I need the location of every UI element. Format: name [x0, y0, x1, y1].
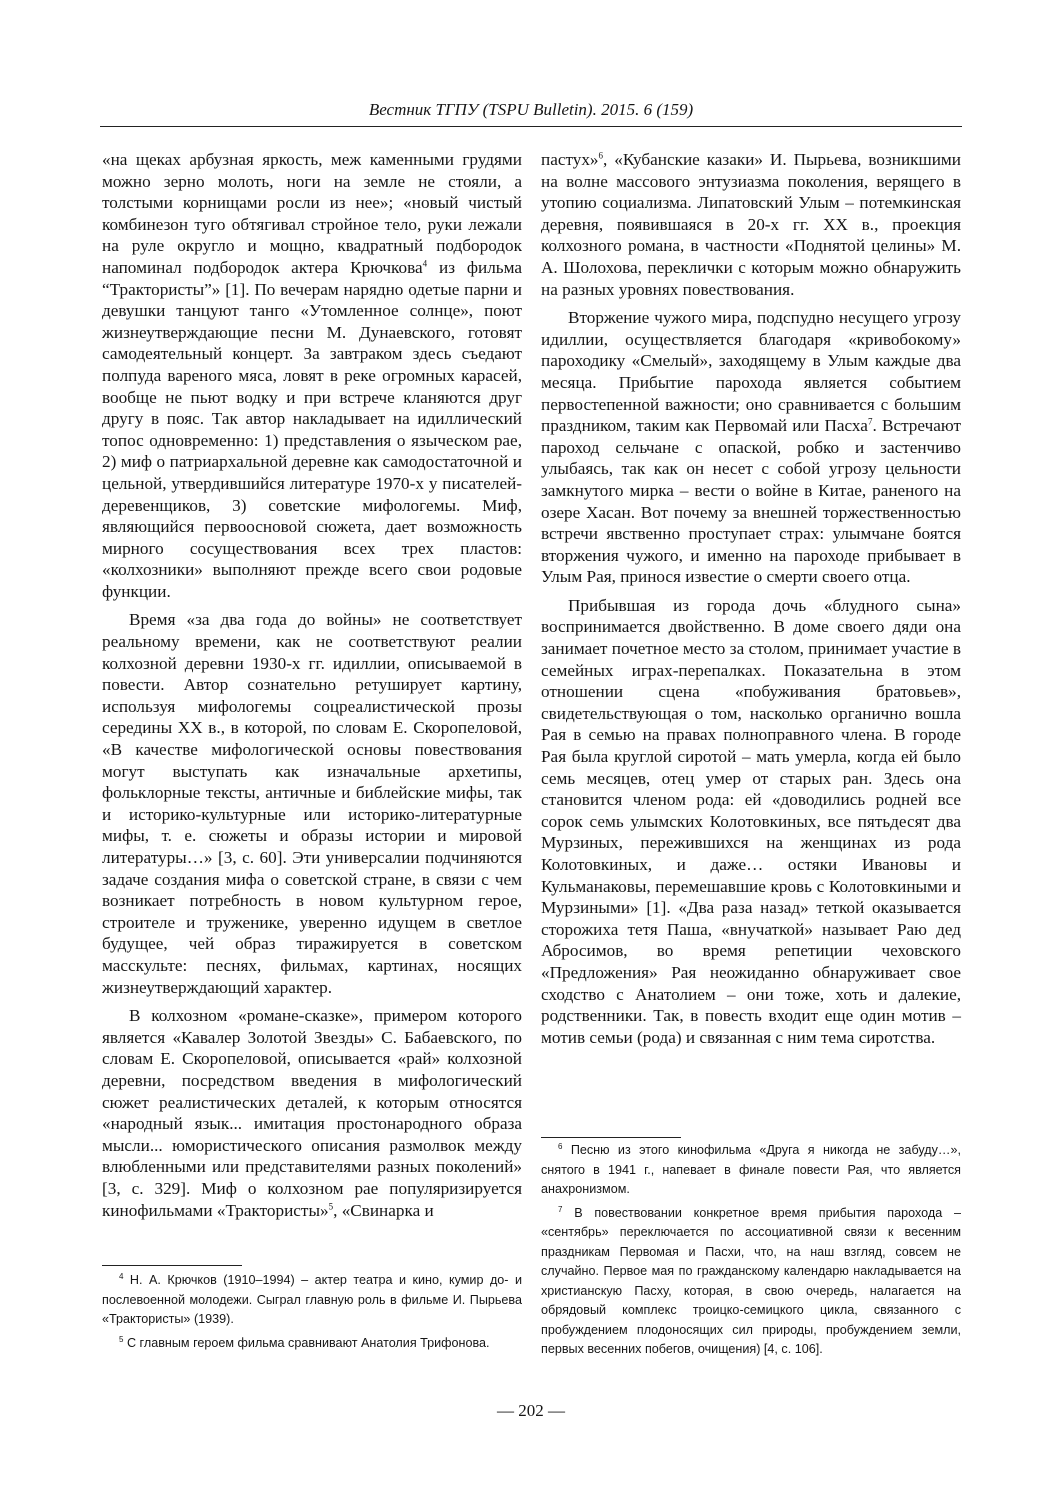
footnote: [541, 1141, 961, 1200]
paragraph-text: «на щеках арбузная яркость, меж каменными грудями можно зерно молоть, ноги на земле не стояли, а толстыми корнищами росли из нее»; «новый чистый комбинезон туго обтягивал стройное тело, руки лежали на руле округло и мощно, квадратный подбородок напоминал подбородок актера Крючкова: [102, 150, 522, 277]
paragraph-text: , «Кубанские казаки» И. Пырьева, возникшими на волне массового энтузиазма поколения, верящего в утопию социализма. Липатовский Улым – потемкинская деревня, появившаяся в 20-х гг. XX в., проекция колхозного романа, в частности «Поднятой целины» М. А. Шолохова, переклички с которым можно обнаружить на разных уровнях повествования.: [541, 150, 961, 299]
footnote: [541, 1204, 961, 1360]
footnote: [102, 1271, 522, 1330]
left-text-column: [102, 149, 522, 1221]
paragraph: Прибывшая из города дочь «блудного сына» воспринимается двойственно. В доме своего дяди она занимает почетное место за столом, принимает участие в семейных играх-перепалках. Показательна в этом отношении сцена «побуживания братовьев», свидетельствующая о том, насколько органично вошла Рая в семью на правах полноправного члена. В городе Рая была круглой сиротой – мать умерла, когда ей было семь месяцев, отец умер от старых ран. Здесь она становится членом рода: ей «доводились родней все сорок семь улымских Колотовкиных, все пятьдесят два Мурзиных, пережившихся на женщинах из рода Колотовкиных, и даже… остяки Ивановы и Кульманаковы, перемешавшие кровь с Колотовкиными и Мурзиными» [1]. «Два раза назад» теткой оказывается сторожиха тетя Паша, «внучаткой» называет Раю дед Абросимов, во время репетиции чеховского «Предложения» Рая неожиданно обнаруживает свое сходство с Анатолием – они тоже, хоть и далекие, родственники. Так, в повесть входит еще один мотив – мотив семьи (рода) и связанная с ним тема сиротства.: [541, 595, 961, 1047]
page-number: — 202 —: [497, 1401, 565, 1420]
footnote-text: Н. А. Крючков (1910–1994) – актер театра и кино, кумир до- и послевоенной молодежи. Сыграл главную роль в фильме И. Пырьева «Трактористы» (1939).: [102, 1273, 522, 1326]
paragraph-text: , «Свинарка и: [333, 1200, 434, 1220]
paragraph-text: . Встречают пароход сельчане с опаской, робко и застенчиво улыбаясь, так как он несет с собой угрозу цельности замкнутого мирка – вести о войне в Китае, раненого на озере Хасан. Вот почему за внешней торжественностью встречи явственно проступает страх: улымчане боятся вторжения чужого, и именно на пароходе прибывает в Улым Рая, принося известие о смерти своего отца.: [541, 416, 961, 587]
paragraph-text: Вторжение чужого мира, подспудно несущего угрозу идиллии, осуществляется благодаря «кривобокому» пароходику «Смелый», заходящему в Улым каждые два месяца. Прибытие парохода является событием первостепенной важности; оно сравнивается с большим праздником, таким как Первомай или Пасха: [541, 308, 961, 436]
paragraph: Время «за два года до войны» не соответствует реальному времени, как не соответствуют реалии колхозной деревни 1930-х гг. идиллии, описываемой в повести. Автор сознательно ретуширует картину, используя мифологемы соцреалистической прозы середины XX в., в которой, по словам Е. Скоропеловой, «В качестве мифологической основы повествования могут выступать как изначальные архетипы, фольклорные тексты, античные и библейские мифы, так и историко-культурные или историко-литературные мифы, т. е. сюжеты и образы истории и мировой литературы…» [3, с. 60]. Эти универсалии подчиняются задаче создания мифа о советской стране, в связи с чем возникает потребность в новом культурном герое, строителе и труженике, уверенно идущем в светлое будущее, чей образ тиражируется в советском масскультe: песнях, фильмах, картинах, носящих жизнеутверждающий характер.: [102, 610, 522, 997]
footnote-number: 5: [119, 1334, 124, 1344]
footnotes-left: [102, 1271, 522, 1353]
footnote-ref: 6: [598, 150, 604, 161]
footnote-text: В повествовании конкретное время прибытия парохода – «сентябрь» переключается по ассоциативной связи к весенним праздникам Первомая и Пасхи, что, на наш взгляд, совсем не случайно. Первое мая по гражданскому календарю накладывается на христианскую Пасху, которая, в свою очередь, налагается на обрядовый комплекс троицко-семицкого цикла, связанного с пробуждением плодоносящих сил природы, пробуждением земли, первых весенних побегов, очищения) [4, с. 106].: [541, 1205, 961, 1356]
footnote: [102, 1334, 522, 1354]
footnote-ref: 7: [867, 416, 873, 427]
paragraph: [102, 1005, 522, 1221]
footnote-text: С главным героем фильма сравнивают Анатолия Трифонова.: [123, 1335, 490, 1350]
footnote-ref: 5: [328, 1200, 334, 1211]
paragraph-text: из фильма “Трактористы”» [1]. По вечерам нарядно одетые парни и девушки танцуют танго «Утомленное солнце», поют жизнеутверждающие песни М. Дунаевского, готовят самодеятельный концерт. За завтраком здесь съедают полпуда вареного мяса, ловят в реке огромных карасей, вообще не пьют водку и при встрече кланяются друг другу в пояс. Так автор накладывает на идиллический топос одновременно: 1) представления о языческом рае, 2) миф о патриархальной деревне как самодостаточной и цельной, утвердившийся литературе 1970-х у писателей-деревенщиков, 3) советские мифологемы. Миф, являющийся первоосновой сюжета, дает возможность мирного сосуществования всех трех пластов: «колхозники» выполняют прежде всего свои родовые функции.: [102, 257, 522, 601]
paragraph: [541, 149, 961, 300]
right-text-column: [541, 149, 961, 1048]
paragraph: [102, 149, 522, 602]
paragraph: [541, 307, 961, 588]
footnote-ref: 4: [422, 258, 428, 269]
footnote-divider: [102, 1265, 242, 1266]
footnote-divider: [541, 1137, 681, 1138]
footnote-text: Песню из этого кинофильма «Друга я никогда не забуду…», снятого в 1941 г., напевает в финале повести Рая, что является анахронизмом.: [541, 1143, 961, 1196]
footnote-number: 6: [558, 1141, 563, 1151]
paragraph-text: В колхозном «романе-сказке», примером которого является «Кавалер Золотой Звезды» С. Бабаевского, по словам Е. Скоропеловой, описывается «рай» колхозной деревни, посредством введения в мифологический сюжет реалистических деталей, к которым относятся «народный язык... имитация простонародного образа мысли... юмористического описания размолвок между влюбленными или представителями разных поколений» [3, с. 329]. Миф о колхозном рае популяризируется кинофильмами «Трактористы»: [102, 1006, 522, 1220]
footnotes-right: [541, 1141, 961, 1360]
header-divider: [100, 126, 962, 127]
journal-running-header: Вестник ТГПУ (TSPU Bulletin). 2015. 6 (159): [368, 100, 694, 119]
footnote-number: 4: [119, 1271, 124, 1281]
paragraph-text: пастух»: [541, 150, 599, 169]
footnote-number: 7: [558, 1204, 563, 1214]
